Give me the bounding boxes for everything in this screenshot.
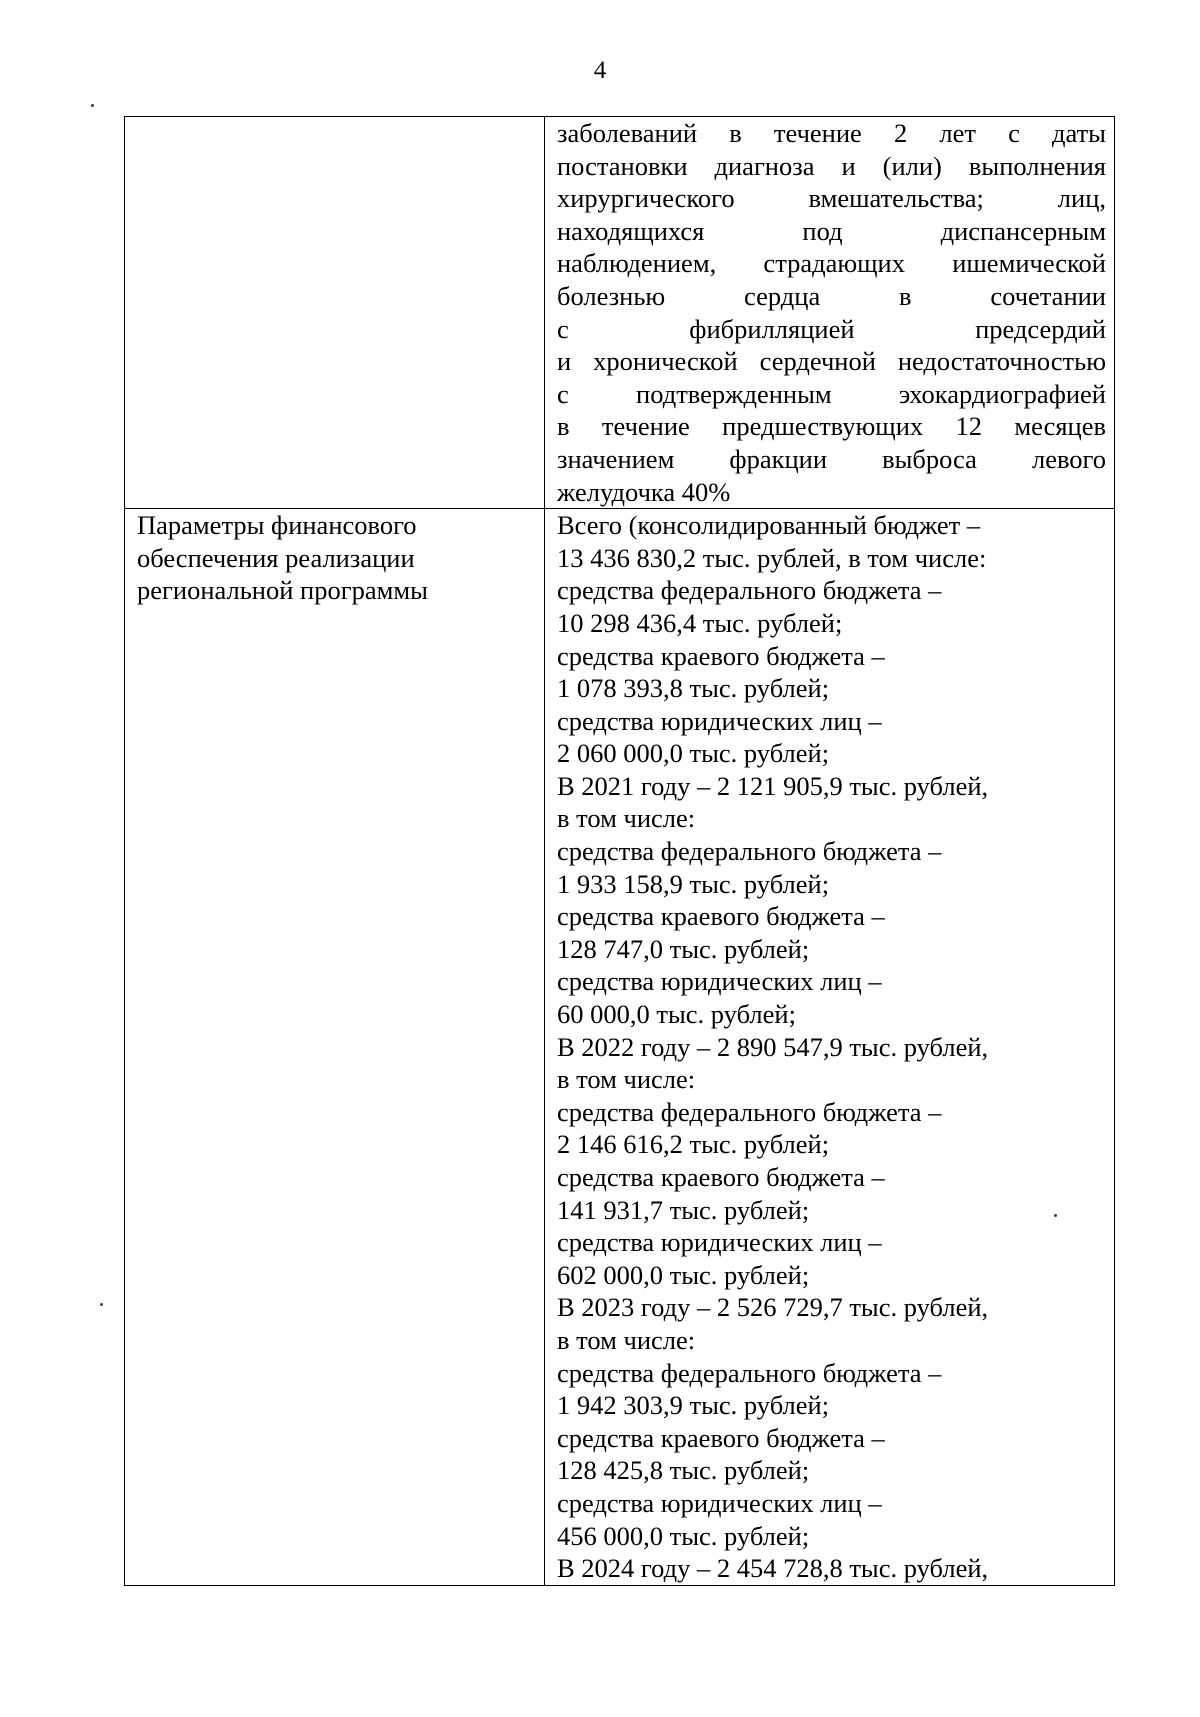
row1-right-cell [545,117,1115,509]
row2-line: средства юридических лиц – [557,705,882,736]
row2-line: средства краевого бюджета – [557,1162,885,1192]
row2-line: 2 146 616,2 тыс. рублей; [557,1129,830,1160]
row2-line: средства краевого бюджета – [557,640,885,671]
scan-speck [91,104,94,107]
row2-left-line: обеспечения реализации [137,542,415,573]
row2-line: в том числе: [557,1324,696,1355]
row2-left-cell [125,509,545,1586]
page-number: 4 [593,57,607,84]
row1-line: желудочка 40% [557,476,731,507]
row2-line: средства федерального бюджета – [557,836,942,867]
row2-line: средства федерального бюджета – [557,575,942,606]
row2-line: 60 000,0 тыс. рублей; [557,999,796,1030]
row1-line: с фибрилляцией предсердий [557,313,1106,344]
scan-speck [100,1303,103,1306]
row2-line: В 2023 году – 2 526 729,7 тыс. рублей, [557,1292,989,1323]
row2-line: в том числе: [557,1064,696,1095]
table-row-diseases [125,117,1115,509]
row1-line: значением фракции выброса левого [557,443,1106,474]
row2-line: в том числе: [557,803,696,834]
row1-line: постановки диагноза и (или) выполнения [557,150,1106,181]
row2-line: 128 747,0 тыс. рублей; [557,933,810,964]
row1-line: с подтвержденным эхокардиографией [557,378,1106,409]
row1-line: и хронической сердечной недостаточностью [557,346,1106,377]
row2-line: 1 933 158,9 тыс. рублей; [557,868,830,899]
row1-line: находящихся под диспансерным [557,215,1106,246]
row1-left-cell [125,117,545,509]
table-row-financing [125,509,1115,1586]
row2-line: средства юридических лиц – [557,966,882,997]
row2-line: 141 931,7 тыс. рублей; [557,1194,810,1225]
row1-line: в течение предшествующих 12 месяцев [557,411,1106,442]
row2-line: 602 000,0 тыс. рублей; [557,1259,810,1290]
row1-line: наблюдением, страдающих ишемической [557,248,1106,279]
row1-line: заболеваний в течение 2 лет с даты [557,118,1106,148]
passport-table [124,116,1115,1586]
row2-line: 10 298 436,4 тыс. рублей; [557,607,843,638]
row2-line: средства краевого бюджета – [557,901,885,932]
row2-line: средства юридических лиц – [557,1487,882,1518]
row2-line: В 2021 году – 2 121 905,9 тыс. рублей, [557,770,989,801]
row2-line: В 2024 году – 2 454 728,8 тыс. рублей, [557,1553,989,1584]
row2-right-cell [545,509,1115,1586]
row1-line: болезнью сердца в сочетании [557,280,1106,311]
row2-line: 2 060 000,0 тыс. рублей; [557,738,830,769]
row1-line: хирургического вмешательства; лиц, [557,183,1106,214]
row2-left-line: Параметры финансового [137,510,417,541]
row2-line: 128 425,8 тыс. рублей; [557,1455,810,1486]
row2-line: средства федерального бюджета – [557,1357,942,1388]
row2-line: 13 436 830,2 тыс. рублей, в том числе: [557,542,987,573]
row2-line: В 2022 году – 2 890 547,9 тыс. рублей, [557,1031,989,1062]
row2-line: Всего (консолидированный бюджет – [557,510,981,541]
row2-line: средства юридических лиц – [557,1227,882,1258]
row2-line: 1 942 303,9 тыс. рублей; [557,1390,830,1421]
row2-left-line: региональной программы [137,575,428,606]
row2-line: 456 000,0 тыс. рублей; [557,1520,810,1551]
row2-line: 1 078 393,8 тыс. рублей; [557,673,830,704]
row2-line: средства федерального бюджета – [557,1096,942,1127]
row2-line: средства краевого бюджета – [557,1422,885,1453]
